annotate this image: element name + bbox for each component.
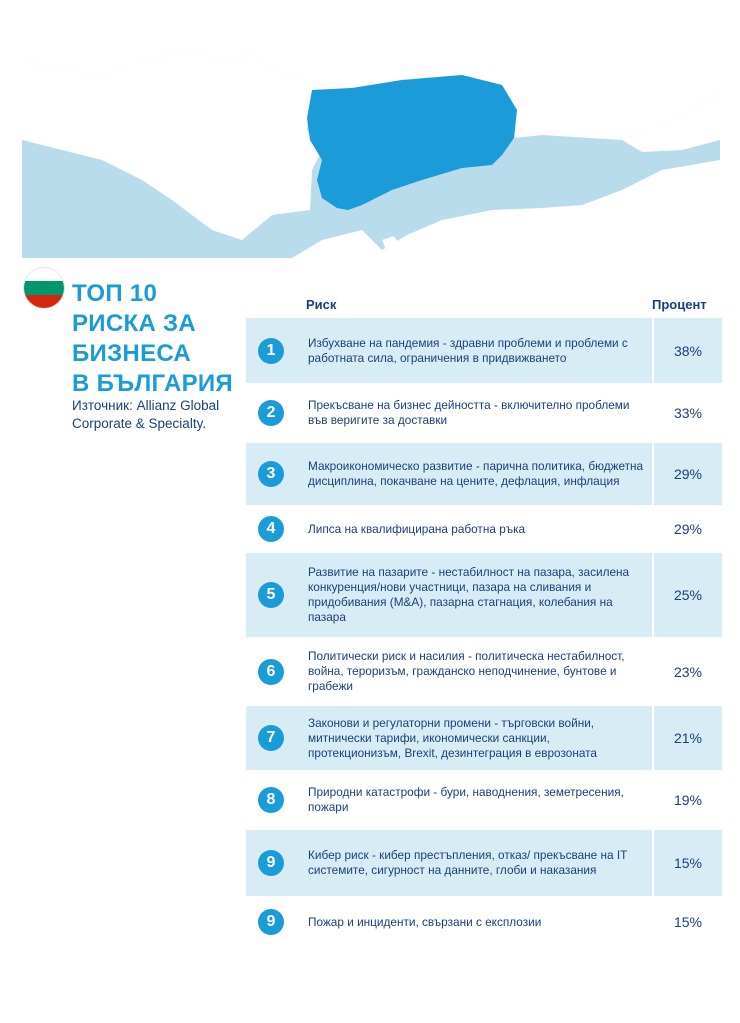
- table-row: [246, 443, 722, 505]
- table-row: [246, 643, 722, 700]
- rank-cell: [246, 389, 296, 437]
- rank-cell: [246, 443, 296, 505]
- table-row: [246, 830, 722, 896]
- risk-cell: Макроикономическо развитие - парична политика, бюджетна дисциплина, покачване на цените, дефлация, инфлация: [296, 443, 652, 505]
- risk-cell: Липса на квалифицирана работна ръка: [308, 521, 526, 536]
- table-row: [246, 318, 722, 383]
- map-bulgaria-highlight: [307, 75, 517, 210]
- rank-cell: [246, 511, 296, 547]
- flag-stripe-green: [24, 281, 64, 294]
- risk-cell: Пожар и инциденти, свързани с експлозии: [308, 914, 542, 929]
- percent-cell: 25%: [654, 553, 722, 637]
- risk-cell: Кибер риск - кибер престъпления, отказ/ прекъсване на IT системите, сигурност на данните, глоби и наказания: [296, 830, 652, 896]
- risk-cell: Развитие на пазарите - нестабилност на пазара, засилена конкуренция/нови участници, пазара на сливания и придобивания (M&A), пазарна стагнация, колебания на пазара: [296, 553, 652, 637]
- source-note: Източник: Allianz Global Corporate & Specialty.: [72, 398, 220, 431]
- rank-cell: [246, 830, 296, 896]
- percent-cell: 15%: [654, 830, 722, 896]
- column-header-percent: Процент: [652, 297, 707, 312]
- risk-cell: Избухване на пандемия - здравни проблеми и проблеми с работната сила, ограничения в придвижването: [296, 318, 652, 383]
- title-line: БИЗНЕСА: [72, 340, 192, 367]
- percent-cell: 33%: [673, 405, 703, 421]
- page-title: [72, 279, 242, 399]
- table-row: [246, 902, 722, 942]
- rank-badge: 2: [258, 400, 284, 426]
- flag-stripe-red: [24, 295, 64, 308]
- rank-badge: 8: [258, 787, 284, 813]
- percent-cell: 21%: [654, 706, 722, 770]
- percent-cell: 15%: [673, 914, 703, 930]
- rank-cell: [246, 706, 296, 770]
- rank-cell: [246, 553, 296, 637]
- percent-cell: 29%: [673, 521, 703, 537]
- title-line: РИСКА ЗА: [72, 310, 197, 337]
- percent-cell: 19%: [673, 792, 703, 808]
- column-header-risk: Риск: [306, 297, 337, 312]
- rank-cell: [246, 902, 296, 942]
- table-row: [246, 553, 722, 637]
- rank-cell: [246, 776, 296, 824]
- rank-badge: 7: [258, 725, 284, 751]
- table-row: [246, 389, 722, 437]
- percent-cell: 38%: [654, 318, 722, 383]
- risk-table: [246, 318, 722, 948]
- risk-cell: Политически риск и насилия - политическа нестабилност, война, тероризъм, гражданско неподчинение, бунтове и грабежи: [308, 649, 625, 693]
- bulgaria-flag-icon: [24, 268, 64, 308]
- rank-badge: 1: [258, 338, 284, 364]
- percent-cell: 29%: [654, 443, 722, 505]
- map-land-west: [22, 50, 322, 240]
- rank-badge: 4: [258, 516, 284, 542]
- rank-badge: 6: [258, 659, 284, 685]
- percent-cell: 23%: [673, 663, 703, 680]
- table-row: [246, 706, 722, 770]
- title-line: В БЪЛГАРИЯ: [72, 370, 233, 397]
- risk-cell: Природни катастрофи - бури, наводнения, земетресения, пожари: [308, 785, 624, 814]
- risk-cell: Прекъсване на бизнес дейността - включително проблеми във веригите за доставки: [308, 398, 630, 427]
- rank-badge: 9: [258, 850, 284, 876]
- rank-badge: 5: [258, 582, 284, 608]
- rank-cell: [246, 643, 296, 700]
- table-row: [246, 511, 722, 547]
- flag-stripe-white: [24, 268, 64, 281]
- risk-cell: Законови и регулаторни промени - търговски войни, митнически тарифи, икономически санкции, протекционизъм, Brexit, дезинтеграция в еврозоната: [296, 706, 652, 770]
- table-row: [246, 776, 722, 824]
- rank-badge: 3: [258, 461, 284, 487]
- bulgaria-map: [22, 40, 720, 258]
- title-line: ТОП 10: [72, 280, 158, 307]
- rank-badge: 9: [258, 909, 284, 935]
- rank-cell: [246, 318, 296, 383]
